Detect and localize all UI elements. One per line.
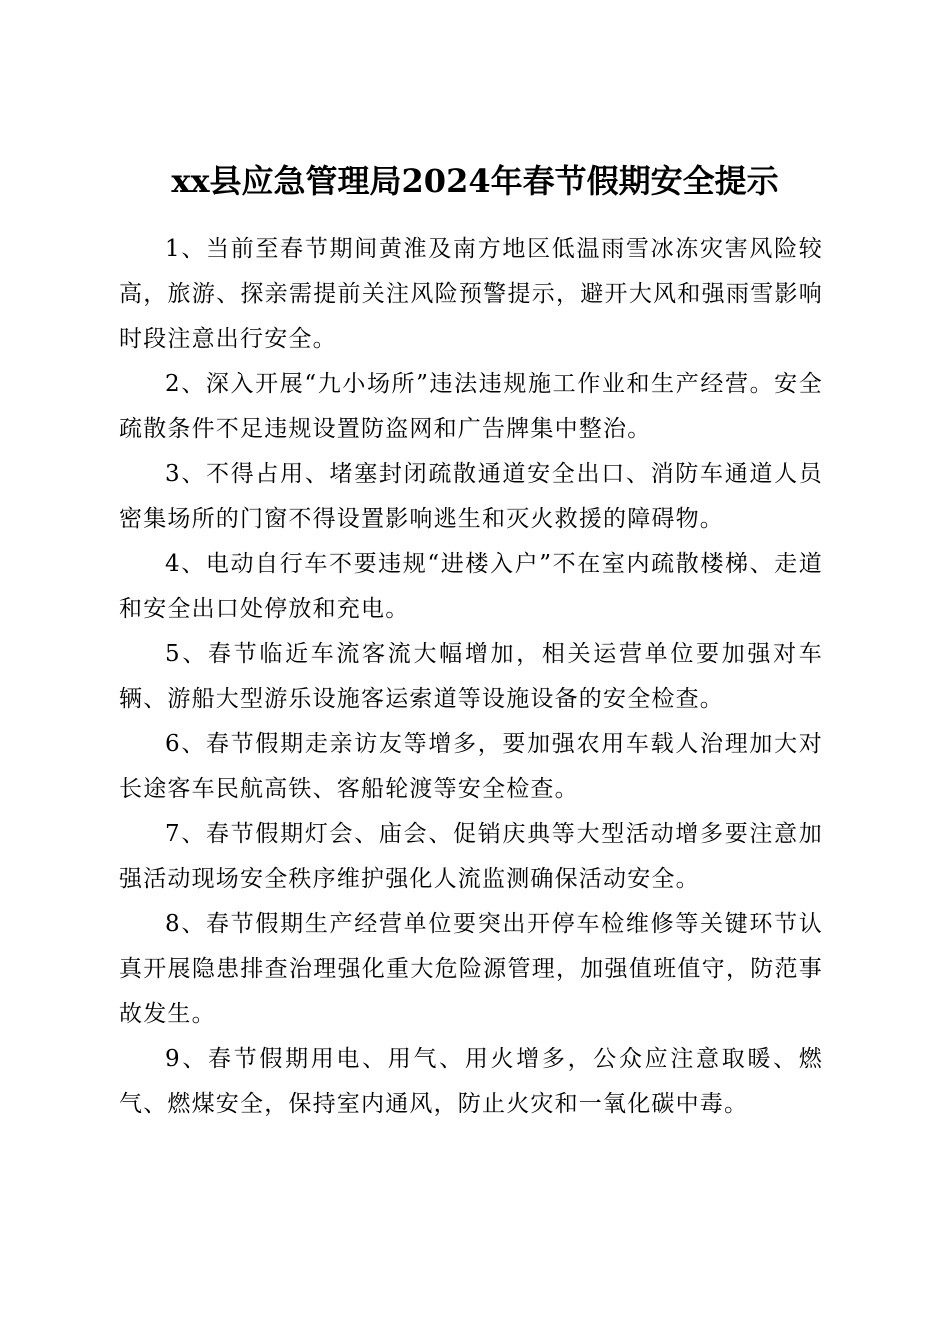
paragraph-item-5: 5、春节临近车流客流大幅增加，相关运营单位要加强对车辆、游船大型游乐设施客运索道等设施设备的安全检查。 bbox=[119, 641, 823, 712]
paragraph-item-2: 2、深入开展“九小场所”违法违规施工作业和生产经营。安全疏散条件不足违规设置防盗网和广告牌集中整治。 bbox=[119, 371, 823, 442]
document-body bbox=[119, 227, 823, 1127]
paragraph-item-7: 7、春节假期灯会、庙会、促销庆典等大型活动增多要注意加强活动现场安全秩序维护强化人流监测确保活动安全。 bbox=[119, 821, 823, 892]
paragraph-item-9: 9、春节假期用电、用气、用火增多，公众应注意取暖、燃气、燃煤安全，保持室内通风，防止火灾和一氧化碳中毒。 bbox=[119, 1046, 823, 1117]
paragraph-item-8: 8、春节假期生产经营单位要突出开停车检维修等关键环节认真开展隐患排查治理强化重大危险源管理，加强值班值守，防范事故发生。 bbox=[119, 911, 823, 1027]
paragraph-item-6: 6、春节假期走亲访友等增多，要加强农用车载人治理加大对长途客车民航高铁、客船轮渡等安全检查。 bbox=[119, 731, 823, 802]
paragraph-item-4: 4、电动自行车不要违规“进楼入户”不在室内疏散楼梯、走道和安全出口处停放和充电。 bbox=[119, 551, 823, 622]
paragraph-item-3: 3、不得占用、堵塞封闭疏散通道安全出口、消防车通道人员密集场所的门窗不得设置影响逃生和灭火救援的障碍物。 bbox=[119, 461, 823, 532]
document-title: xx县应急管理局2024年春节假期安全提示 bbox=[171, 162, 779, 201]
paragraph-item-1: 1、当前至春节期间黄淮及南方地区低温雨雪冰冻灾害风险较高，旅游、探亲需提前关注风险预警提示，避开大风和强雨雪影响时段注意出行安全。 bbox=[119, 236, 823, 352]
